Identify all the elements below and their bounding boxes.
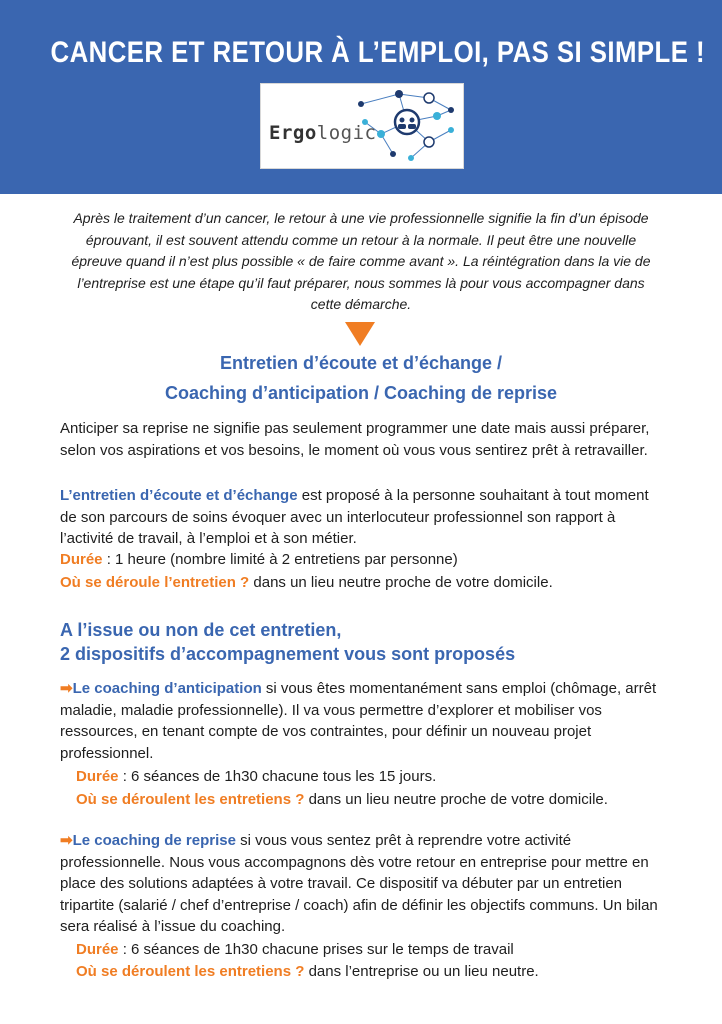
item2-lieu-label: Où se déroulent les entretiens ? <box>76 963 305 980</box>
arrow-right-icon: ➡ <box>60 832 73 849</box>
item1-text: si vous êtes momentanément sans emploi (chômage, arrêt maladie, maladie professionnelle). Il va vous permettre d’explorer et mobiliser vos ressources, en tenant compte de vos contraintes, pour définir un nouveau projet professionnel. <box>60 680 657 762</box>
intro-text: Après le traitement d’un cancer, le retour à une vie professionnelle signifie la fin d’un épisode éprouvant, il est souvent attendu comme un retour à la normale. Il peut être une nouvelle épreuve quand il n’est plus possible « de faire comme avant ». La réintégration dans la vie de l’entreprise est une étape qu’il faut préparer, nous sommes là pour vous accompagner dans cette démarche. <box>71 210 651 312</box>
item2-duree-label: Durée <box>76 941 119 958</box>
item2-duree-text: : 6 séances de 1h30 chacune prises sur le temps de travail <box>118 941 514 958</box>
logo-wordmark <box>269 122 376 144</box>
logo-suffix: logic <box>316 122 377 144</box>
item1-duree-label: Durée <box>76 768 119 785</box>
duree-text: : 1 heure (nombre limité à 2 entretiens par personne) <box>102 551 458 568</box>
section1-duree <box>60 549 664 571</box>
item2-text: si vous vous sentez prêt à reprendre votre activité professionnelle. Nous vous accompagnons dès votre retour en entreprise pour mettre en place des solutions adaptées à votre travail. Ce dispositif va débuter par un entretien tripartite (salarié / chef d’entreprise / coach) afin de définir les objectifs communs. Un bilan sera réalisé à l’issue du coaching. <box>60 832 658 935</box>
page-title: CANCER ET RETOUR À L’EMPLOI, PAS SI SIMPLE ! <box>50 36 705 69</box>
item1-lieu-label: Où se déroulent les entretiens ? <box>76 791 305 808</box>
item2-lieu <box>76 961 666 983</box>
item2-lieu-text: dans l’entreprise ou un lieu neutre. <box>304 963 539 980</box>
item2-label: Le coaching de reprise <box>72 832 236 849</box>
header-banner <box>0 0 722 194</box>
ergologic-logo <box>260 83 464 169</box>
entretien-label: L’entretien d’écoute et d’échange <box>60 487 298 504</box>
item1-duree-text: : 6 séances de 1h30 chacune tous les 15 jours. <box>118 768 437 785</box>
item1-description <box>60 678 668 764</box>
section1-para1: Anticiper sa reprise ne signifie pas seulement programmer une date mais aussi préparer, selon vos aspirations et vos besoins, le moment où vous vous sentirez prêt à retravailler. <box>60 420 650 459</box>
item2-description <box>60 830 668 938</box>
section2-title-line1: A l’issue ou non de cet entretien, <box>60 620 342 640</box>
item2-duree <box>76 939 666 961</box>
section1-title-line2: Coaching d’anticipation / Coaching de reprise <box>164 383 558 403</box>
entretien-text: est proposé à la personne souhaitant à tout moment de son parcours de soins évoquer avec un interlocuteur professionnel son rapport à l’activité de travail, à l’emploi et à son métier. <box>60 487 649 547</box>
section1-para2 <box>60 485 664 550</box>
duree-label: Durée <box>60 551 103 568</box>
arrow-right-icon: ➡ <box>60 680 73 697</box>
section1-title-line1: Entretien d’écoute et d’échange / <box>219 353 503 373</box>
lieu-text: dans un lieu neutre proche de votre domicile. <box>249 574 553 591</box>
item1-label: Le coaching d’anticipation <box>72 680 262 697</box>
down-arrow-icon <box>345 322 375 346</box>
lieu-label: Où se déroule l’entretien ? <box>60 574 250 591</box>
item1-lieu-text: dans un lieu neutre proche de votre domicile. <box>304 791 608 808</box>
item1-duree <box>76 766 666 788</box>
logo-prefix: Ergo <box>269 122 317 144</box>
section1-lieu <box>60 572 664 594</box>
item1-lieu <box>76 789 666 811</box>
section2-title-line2: 2 dispositifs d’accompagnement vous sont proposés <box>60 644 516 664</box>
